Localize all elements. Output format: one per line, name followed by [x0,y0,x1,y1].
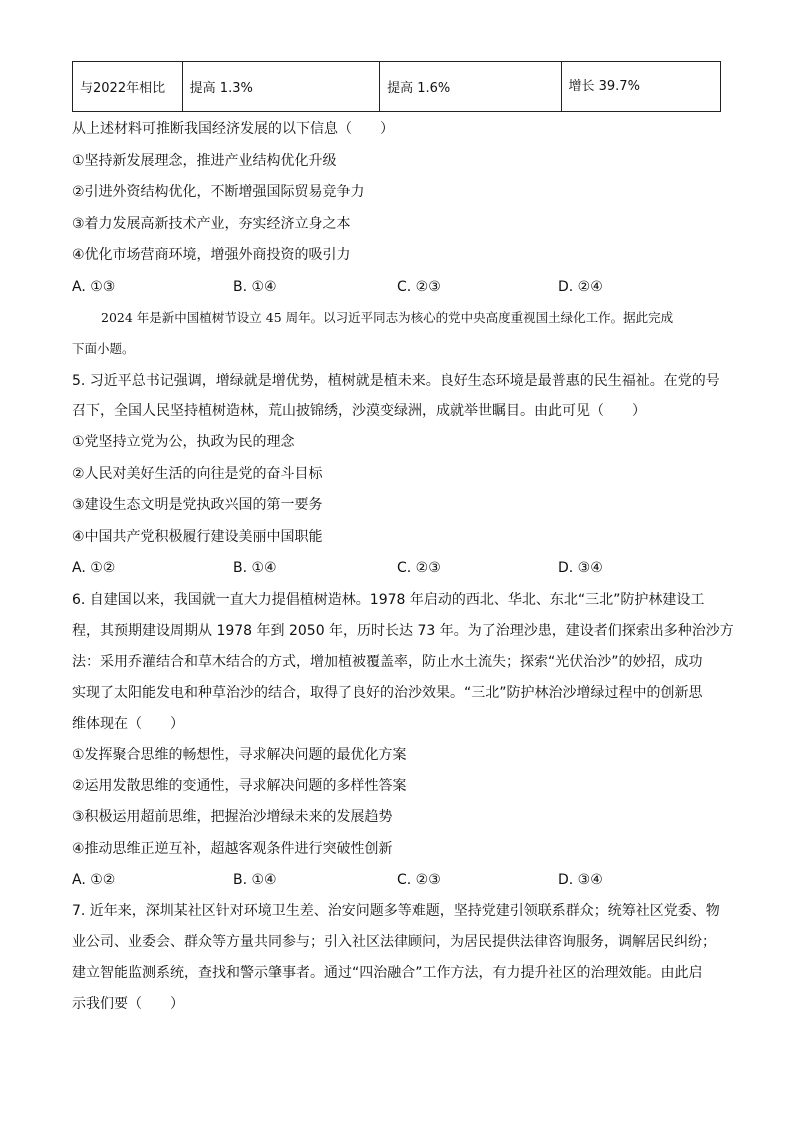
question-stem: 业公司、业委会、群众等方量共同参与；引入社区法律顾问，为居民提供法律咨询服务，调解居民纠纷； [72,934,716,950]
option-a: A. ①② [72,872,116,888]
material-intro: 下面小题。 [72,341,135,356]
option-c: C. ②③ [397,279,441,295]
statement-item: ②运用发散思维的变通性，寻求解决问题的多样性答案 [72,778,407,794]
question-stem: 实现了太阳能发电和种草治沙的结合，取得了良好的治沙效果。“三北”防护林治沙增绿过程中的创新思 [72,685,703,701]
statement-item: ②引进外资结构优化，不断增强国际贸易竞争力 [72,184,365,200]
table-cell: 增长 39.7% [568,79,640,94]
question-stem: 维体现在（ ） [72,716,184,732]
question-stem: 程，其预期建设周期从 1978 年到 2050 年，历时长达 73 年。为了治理沙患，建设者们探索出多种治沙方 [72,623,734,639]
statement-item: ①坚持新发展理念，推进产业结构优化升级 [72,153,337,169]
statement-item: ①发挥聚合思维的畅想性，寻求解决问题的最优化方案 [72,747,407,763]
table-cell: 与2022年相比 [73,62,183,111]
material-intro: 2024 年是新中国植树节设立 45 周年。以习近平同志为核心的党中央高度重视国土绿化工作。据此完成 [101,310,674,325]
option-b: B. ①④ [233,872,277,888]
question-stem: 法：采用乔灌结合和草木结合的方式，增加植被覆盖率，防止水土流失；探索“光伏治沙”的妙招，成功 [72,654,703,670]
option-d: D. ③④ [558,872,603,888]
question-stem: 建立智能监测系统，查找和警示肇事者。通过“四治融合”工作方法，有力提升社区的治理效能。由此启 [72,965,703,981]
option-a: A. ①③ [72,279,116,295]
option-c: C. ②③ [397,560,441,576]
statement-item: ④推动思维正逆互补，超越客观条件进行突破性创新 [72,841,393,857]
question-stem: 召下，全国人民坚持植树造林，荒山披锦绣，沙漠变绿洲，成就举世瞩目。由此可见（ ） [72,403,646,419]
option-d: D. ②④ [558,279,603,295]
statement-item: ③着力发展高新技术产业，夯实经济立身之本 [72,216,351,232]
option-c: C. ②③ [397,872,441,888]
table-cell: 提高 1.3% [183,62,380,111]
option-a: A. ①② [72,560,116,576]
question-stem: 示我们要（ ） [72,996,184,1012]
statement-item: ④优化市场营商环境，增强外商投资的吸引力 [72,247,351,263]
statement-item: ③积极运用超前思维，把握治沙增绿未来的发展趋势 [72,809,393,825]
option-b: B. ①④ [233,279,277,295]
question-stem: 从上述材料可推断我国经济发展的以下信息（ ） [72,121,394,137]
data-table [72,61,721,112]
statement-item: ②人民对美好生活的向往是党的奋斗目标 [72,466,323,482]
table-cell: 提高 1.6% [380,62,561,111]
statement-item: ③建设生态文明是党执政兴国的第一要务 [72,497,323,513]
question-stem: 5. 习近平总书记强调，增绿就是增优势，植树就是植未来。良好生态环境是最普惠的民生福祉。在党的号 [72,373,720,389]
statement-item: ④中国共产党积极履行建设美丽中国职能 [72,529,323,545]
option-b: B. ①④ [233,560,277,576]
option-d: D. ③④ [558,560,603,576]
statement-item: ①党坚持立党为公，执政为民的理念 [72,434,295,450]
question-stem: 6. 自建国以来，我国就一直大力提倡植树造林。1978 年启动的西北、华北、东北“三北”防护林建设工 [72,592,705,608]
question-stem: 7. 近年来，深圳某社区针对环境卫生差、治安问题多等难题，坚持党建引领联系群众；统筹社区党委、物 [72,903,720,919]
